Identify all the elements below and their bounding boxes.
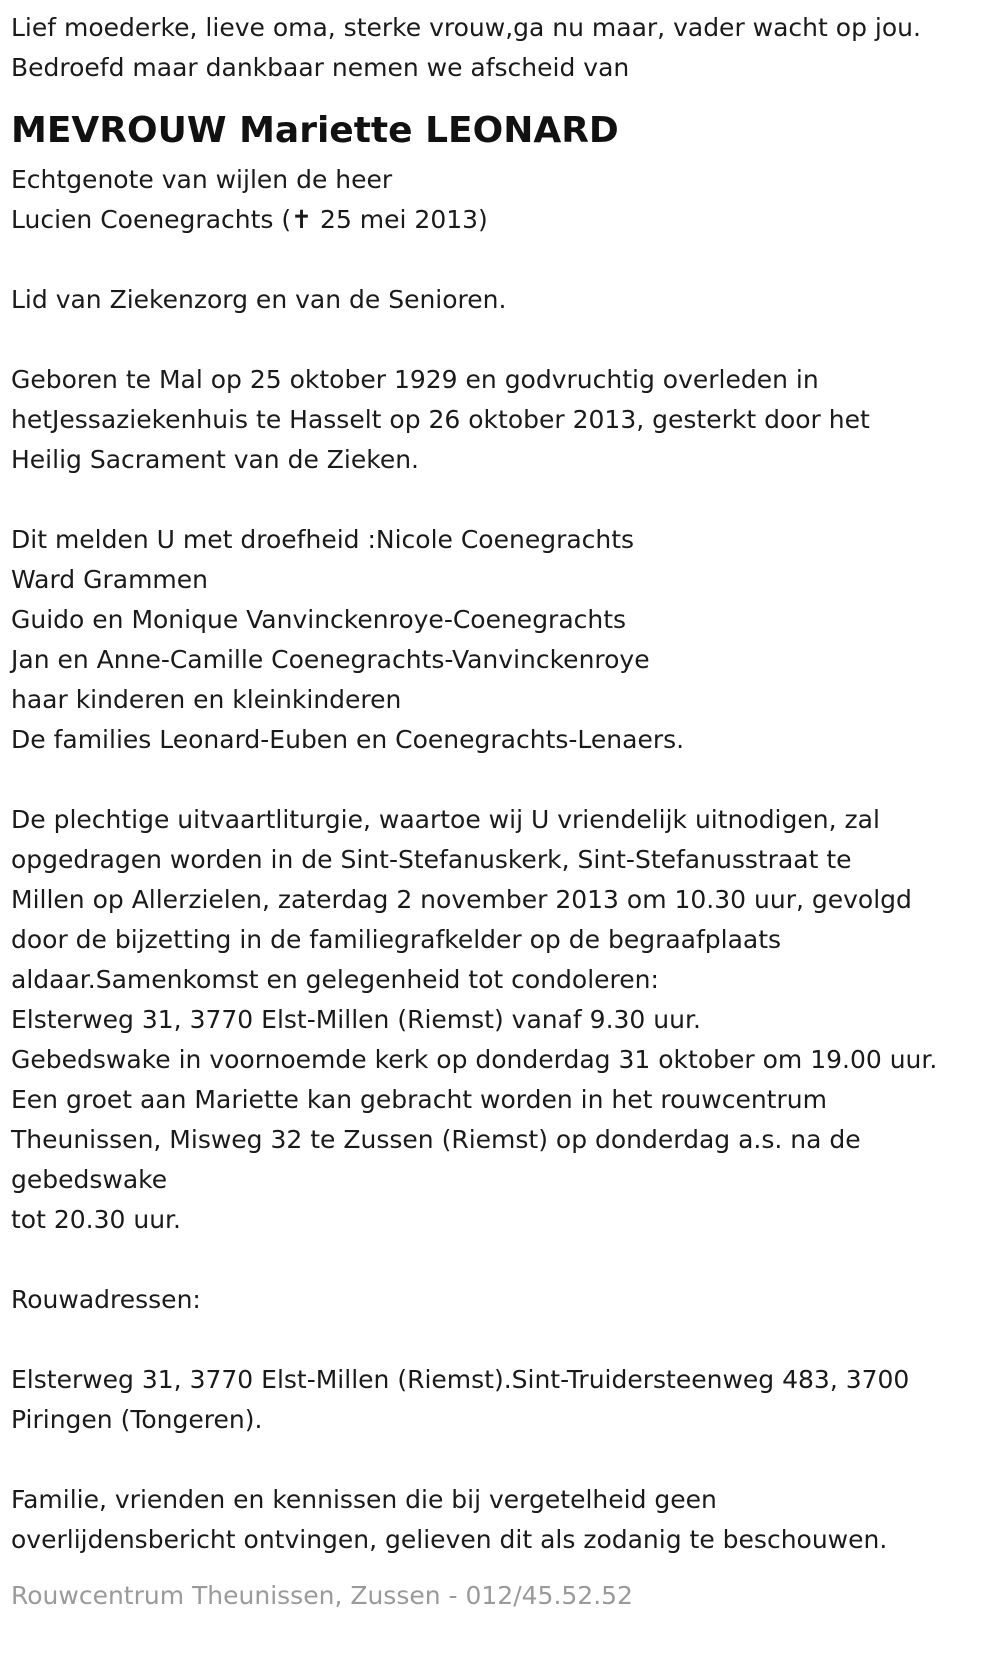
ceremony-line: De plechtige uitvaartliturgie, waartoe wij U vriendelijk uitnodigen, zal (11, 805, 880, 834)
family-line: Guido en Monique Vanvinckenroye-Coenegrachts (11, 605, 627, 634)
ceremony-line: Een groet aan Mariette kan gebracht worden in het rouwcentrum (11, 1085, 827, 1114)
birth-death-line: Heilig Sacrament van de Zieken. (11, 445, 420, 474)
spacer (11, 240, 996, 280)
obituary-notice (11, 8, 996, 1616)
intro-line: Bedroefd maar dankbaar nemen we afscheid van (11, 53, 630, 82)
spacer (11, 1440, 996, 1480)
funeral-home-footer: Rouwcentrum Theunissen, Zussen - 012/45.52.52 (11, 1581, 633, 1610)
cross-icon: ✝ (291, 205, 313, 234)
spouse-name: Lucien Coenegrachts ( (11, 205, 292, 234)
ceremony-line: Theunissen, Misweg 32 te Zussen (Riemst) op donderdag a.s. na de (11, 1125, 861, 1154)
family-line: Dit melden U met droefheid :Nicole Coenegrachts (11, 525, 635, 554)
spacer (11, 480, 996, 520)
family-line: Jan en Anne-Camille Coenegrachts-Vanvinckenroye (11, 645, 650, 674)
deceased-name: MEVROUW Mariette LEONARD (11, 110, 619, 151)
ceremony-line: Gebedswake in voornoemde kerk op donderdag 31 oktober om 19.00 uur. (11, 1045, 938, 1074)
closing-line: overlijdensbericht ontvingen, gelieven dit als zodanig te beschouwen. (11, 1525, 888, 1554)
family-line: haar kinderen en kleinkinderen (11, 685, 402, 714)
spacer (11, 760, 996, 800)
intro-line: Lief moederke, lieve oma, sterke vrouw,ga nu maar, vader wacht op jou. (11, 13, 921, 42)
addresses-heading: Rouwadressen: (11, 1285, 201, 1314)
spacer (11, 1240, 996, 1280)
family-line: De families Leonard-Euben en Coenegrachts-Lenaers. (11, 725, 685, 754)
ceremony-line: tot 20.30 uur. (11, 1205, 181, 1234)
ceremony-line: Elsterweg 31, 3770 Elst-Millen (Riemst) vanaf 9.30 uur. (11, 1005, 701, 1034)
address-line: Elsterweg 31, 3770 Elst-Millen (Riemst).Sint-Truidersteenweg 483, 3700 (11, 1365, 910, 1394)
ceremony-line: gebedswake (11, 1165, 168, 1194)
spouse-line: Echtgenote van wijlen de heer (11, 165, 393, 194)
birth-death-line: Geboren te Mal op 25 oktober 1929 en godvruchtig overleden in (11, 365, 819, 394)
closing-line: Familie, vrienden en kennissen die bij vergetelheid geen (11, 1485, 717, 1514)
spacer (11, 320, 996, 360)
address-line: Piringen (Tongeren). (11, 1405, 263, 1434)
spouse-line (11, 200, 996, 240)
ceremony-line: opgedragen worden in de Sint-Stefanuskerk, Sint-Stefanusstraat te (11, 845, 852, 874)
spacer (11, 1320, 996, 1360)
membership-line: Lid van Ziekenzorg en van de Senioren. (11, 285, 507, 314)
ceremony-line: aldaar.Samenkomst en gelegenheid tot condoleren: (11, 965, 659, 994)
family-line: Ward Grammen (11, 565, 208, 594)
spouse-death-date: 25 mei 2013) (312, 205, 488, 234)
birth-death-line: hetJessaziekenhuis te Hasselt op 26 oktober 2013, gesterkt door het (11, 405, 870, 434)
ceremony-line: door de bijzetting in de familiegrafkelder op de begraafplaats (11, 925, 782, 954)
ceremony-line: Millen op Allerzielen, zaterdag 2 november 2013 om 10.30 uur, gevolgd (11, 885, 912, 914)
